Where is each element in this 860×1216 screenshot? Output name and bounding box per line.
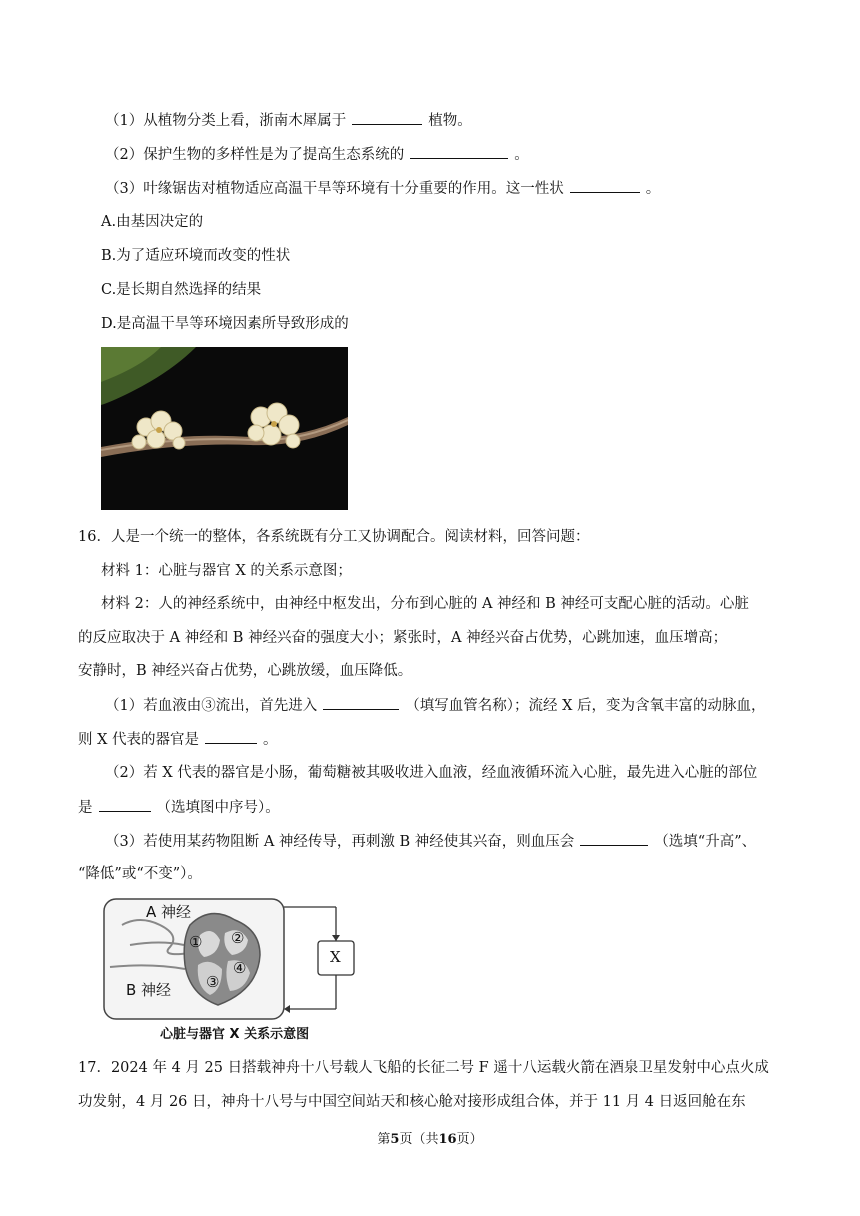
q15-sub1-text: （1）从植物分类上看，浙南木犀属于 — [105, 113, 347, 129]
q15-sub2-suffix: 。 — [514, 147, 529, 163]
q16-sub2-line2-suffix: （选填图中序号）。 — [156, 800, 280, 816]
answer-blank[interactable] — [410, 144, 508, 159]
q17-line2: 功发射，4 月 26 日，神舟十八号与中国空间站天和核心舱对接形成组合体，并于 11 月 4 日返回舱在东 — [78, 1094, 746, 1110]
flower-photo — [101, 347, 348, 510]
q16-stem: 16．人是一个统一的整体，各系统既有分工又协调配合。阅读材料，回答问题： — [78, 529, 590, 545]
q16-sub1-mid: （填写血管名称）；流经 X 后，变为含氧丰富的动脉血， — [405, 698, 766, 714]
option-c: C.是长期自然选择的结果 — [101, 282, 262, 298]
q16-sub1-line2-text: 则 X 代表的器官是 — [78, 732, 200, 748]
q16-sub2-line2-text: 是 — [78, 800, 93, 816]
flower-photo-image — [101, 347, 348, 510]
q16-sub1-line2-suffix: 。 — [263, 732, 278, 748]
label-4: ④ — [233, 959, 247, 977]
q15-sub3 — [105, 178, 660, 199]
total-pages: 16 — [438, 1132, 457, 1147]
footer-suffix: 页） — [456, 1132, 483, 1147]
option-b: B.为了适应环境而改变的性状 — [101, 248, 291, 264]
q15-sub2 — [105, 144, 529, 165]
q16-material2-line3: 安静时，B 神经兴奋占优势，心跳放缓，血压降低。 — [78, 663, 413, 679]
footer-prefix: 第 — [377, 1132, 391, 1147]
answer-blank[interactable] — [570, 178, 640, 193]
a-nerve-label: A 神经 — [146, 903, 192, 921]
q15-sub1 — [105, 110, 472, 131]
diagram-caption: 心脏与器官 X 关系示意图 — [160, 1027, 310, 1042]
footer-mid: 页（共 — [399, 1132, 439, 1147]
q16-material1: 材料 1：心脏与器官 X 的关系示意图； — [101, 563, 352, 579]
label-3: ③ — [206, 973, 220, 991]
q16-sub3 — [105, 831, 756, 852]
q16-sub2-line1: （2）若 X 代表的器官是小肠，葡萄糖被其吸收进入血液，经血液循环流入心脏，最先进入心脏的部位 — [105, 765, 758, 781]
q16-material2-line2: 的反应取决于 A 神经和 B 神经兴奋的强度大小；紧张时，A 神经兴奋占优势，心跳加速，血压增高； — [78, 630, 728, 646]
q16-sub3-line2: “降低”或“不变”）。 — [78, 866, 202, 882]
q16-sub3-suffix: （选填“升高”、 — [654, 834, 757, 850]
answer-blank[interactable] — [323, 695, 399, 710]
answer-blank[interactable] — [99, 797, 151, 812]
q16-material2-line1: 材料 2：人的神经系统中，由神经中枢发出，分布到心脏的 A 神经和 B 神经可支配心脏的活动。心脏 — [101, 596, 749, 612]
q16-sub3-text: （3）若使用某药物阻断 A 神经传导，再刺激 B 神经使其兴奋，则血压会 — [105, 834, 575, 850]
option-d: D.是高温干旱等环境因素所导致形成的 — [101, 316, 349, 332]
q15-sub3-suffix: 。 — [645, 181, 661, 197]
q16-sub1 — [105, 695, 766, 716]
q15-sub3-text: （3）叶缘锯齿对植物适应高温干旱等环境有十分重要的作用。这一性状 — [105, 181, 564, 197]
x-organ-label: X — [330, 948, 341, 966]
q16-sub1-line2 — [78, 729, 278, 750]
page-number: 5 — [390, 1132, 400, 1147]
q17-line1: 17．2024 年 4 月 25 日搭载神舟十八号载人飞船的长征二号 F 遥十八运载火箭在酒泉卫星发射中心点火成 — [78, 1060, 769, 1076]
option-a: A.由基因决定的 — [101, 214, 204, 230]
label-1: ① — [189, 933, 203, 951]
heart-diagram — [100, 895, 362, 1045]
q15-sub2-text: （2）保护生物的多样性是为了提高生态系统的 — [105, 147, 405, 163]
answer-blank[interactable] — [205, 729, 257, 744]
page-footer — [0, 1128, 860, 1147]
b-nerve-label: B 神经 — [126, 981, 172, 999]
label-2: ② — [231, 929, 245, 947]
q16-sub2-line2 — [78, 797, 280, 818]
q15-sub1-suffix: 植物。 — [428, 113, 472, 129]
answer-blank[interactable] — [580, 831, 648, 846]
q16-sub1-text: （1）若血液由③流出，首先进入 — [105, 698, 318, 714]
answer-blank[interactable] — [352, 110, 422, 125]
